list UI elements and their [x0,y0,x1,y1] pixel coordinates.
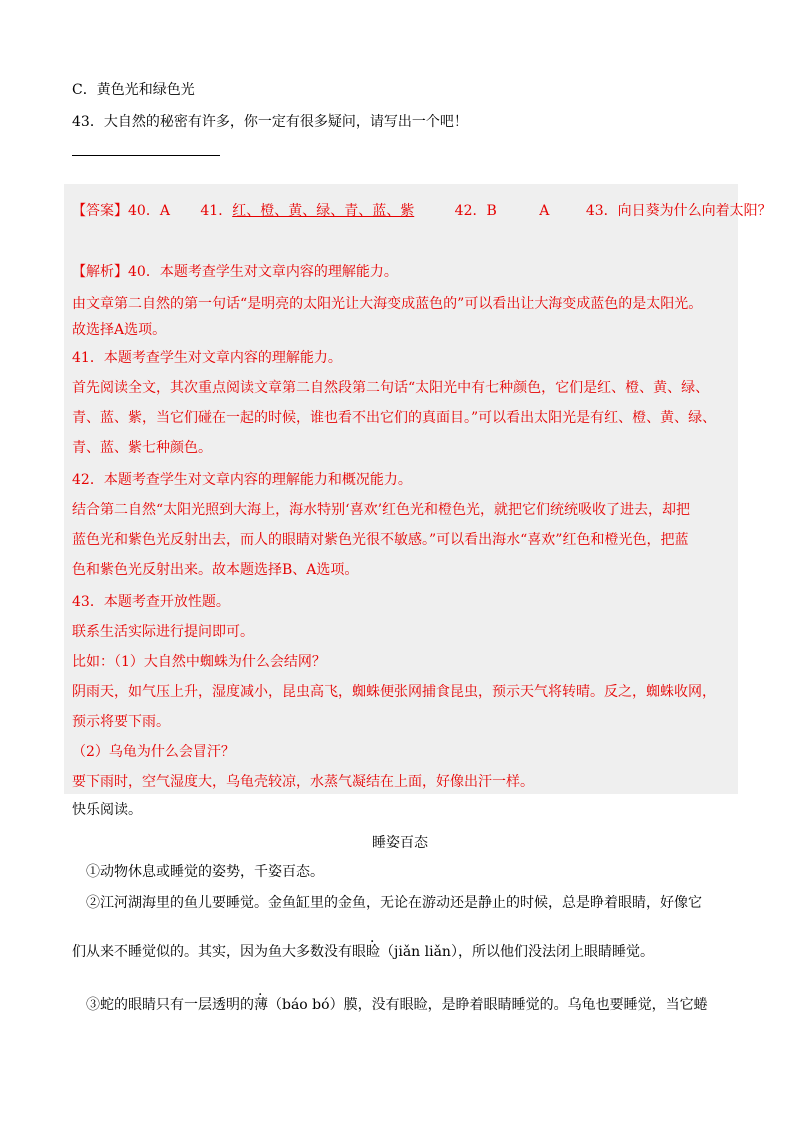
reading-heading: 快乐阅读。 [72,802,142,818]
analysis-line-13: 联系生活实际进行提问即可。 [72,624,254,640]
answer-label: 【答案】40．A [72,203,170,219]
analysis-line-15: 阴雨天，如气压上升，湿度减小，昆虫高飞，蜘蛛便张网捕食昆虫，预示天气将转晴。反之，蜘蛛收网， [72,684,716,700]
dotted-char-jian: 睑 [366,944,380,960]
analysis-line-5: 首先阅读全文，其次重点阅读文章第二自然段第二句话“太阳光中有七种颜色，它们是红、橙、黄、绿、 [72,380,710,396]
analysis-line-17: （2）乌龟为什么会冒汗？ [72,744,235,760]
passage-text: ③蛇的眼睛只有一层透明的 [86,997,254,1013]
passage-paragraph-1: ①动物休息或睡觉的姿势，千姿百态。 [86,864,324,880]
answer-blank-line [72,155,220,156]
answer-42: 42．B [454,203,497,219]
analysis-line-11: 色和紫色光反射出来。故本题选择B、A选项。 [72,562,359,578]
analysis-line-9: 结合第二自然“太阳光照到大海上，海水特别‘喜欢’红色光和橙色光，就把它们统统吸收了进去，却把 [72,502,691,518]
analysis-line-18: 要下雨时，空气湿度大，乌龟壳较凉，水蒸气凝结在上面，好像出汗一样。 [72,774,534,790]
dotted-char-bao: 薄 [254,997,268,1013]
passage-paragraph-3 [86,995,708,1015]
answer-41-prefix: 41． [200,203,233,219]
passage-text: （báo bó）膜，没有眼睑，是睁着眼睛睡觉的。乌龟也要睡觉，当它蜷 [268,997,708,1013]
option-c: C．黄色光和绿色光 [72,82,195,98]
answer-line [72,201,772,221]
analysis-line-14: 比如：（1）大自然中蜘蛛为什么会结网？ [72,654,326,670]
analysis-line-12: 43．本题考查开放性题。 [72,594,230,610]
passage-paragraph-2b [72,942,654,962]
answer-41-value: 红、橙、黄、绿、青、蓝、紫 [232,203,415,219]
passage-title: 睡姿百态 [372,835,428,851]
analysis-line-10: 蓝色光和紫色光反射出去，而人的眼睛对紫色光很不敏感。”可以看出海水“喜欢”红色和橙光色，把蓝 [72,532,689,548]
passage-paragraph-2a: ②江河湖海里的鱼儿要睡觉。金鱼缸里的金鱼，无论在游动还是静止的时候，总是睁着眼睛，好像它 [86,895,702,911]
analysis-line-2: 由文章第二自然的第一句话“是明亮的太阳光让大海变成蓝色的”可以看出让大海变成蓝色的是太阳光。 [72,296,703,312]
analysis-line-8: 42．本题考查学生对文章内容的理解能力和概况能力。 [72,472,412,488]
answer-42b: A [539,203,550,219]
analysis-line-16: 预示将要下雨。 [72,714,170,730]
analysis-line-1: 【解析】40．本题考查学生对文章内容的理解能力。 [72,264,398,280]
passage-text: 们从来不睡觉似的。其实，因为鱼大多数没有眼 [72,944,366,960]
analysis-line-7: 青、蓝、紫七种颜色。 [72,440,212,456]
analysis-line-3: 故选择A选项。 [72,322,167,338]
analysis-line-4: 41．本题考查学生对文章内容的理解能力。 [72,350,342,366]
question-43: 43．大自然的秘密有许多，你一定有很多疑问，请写出一个吧！ [72,114,468,130]
analysis-line-6: 青、蓝、紫，当它们碰在一起的时候，谁也看不出它们的真面目。”可以看出太阳光是有红、橙、黄、绿、 [72,410,717,426]
passage-text: （jiǎn liǎn），所以他们没法闭上眼睛睡觉。 [380,944,654,960]
answer-43: 43．向日葵为什么向着太阳？ [585,203,772,219]
